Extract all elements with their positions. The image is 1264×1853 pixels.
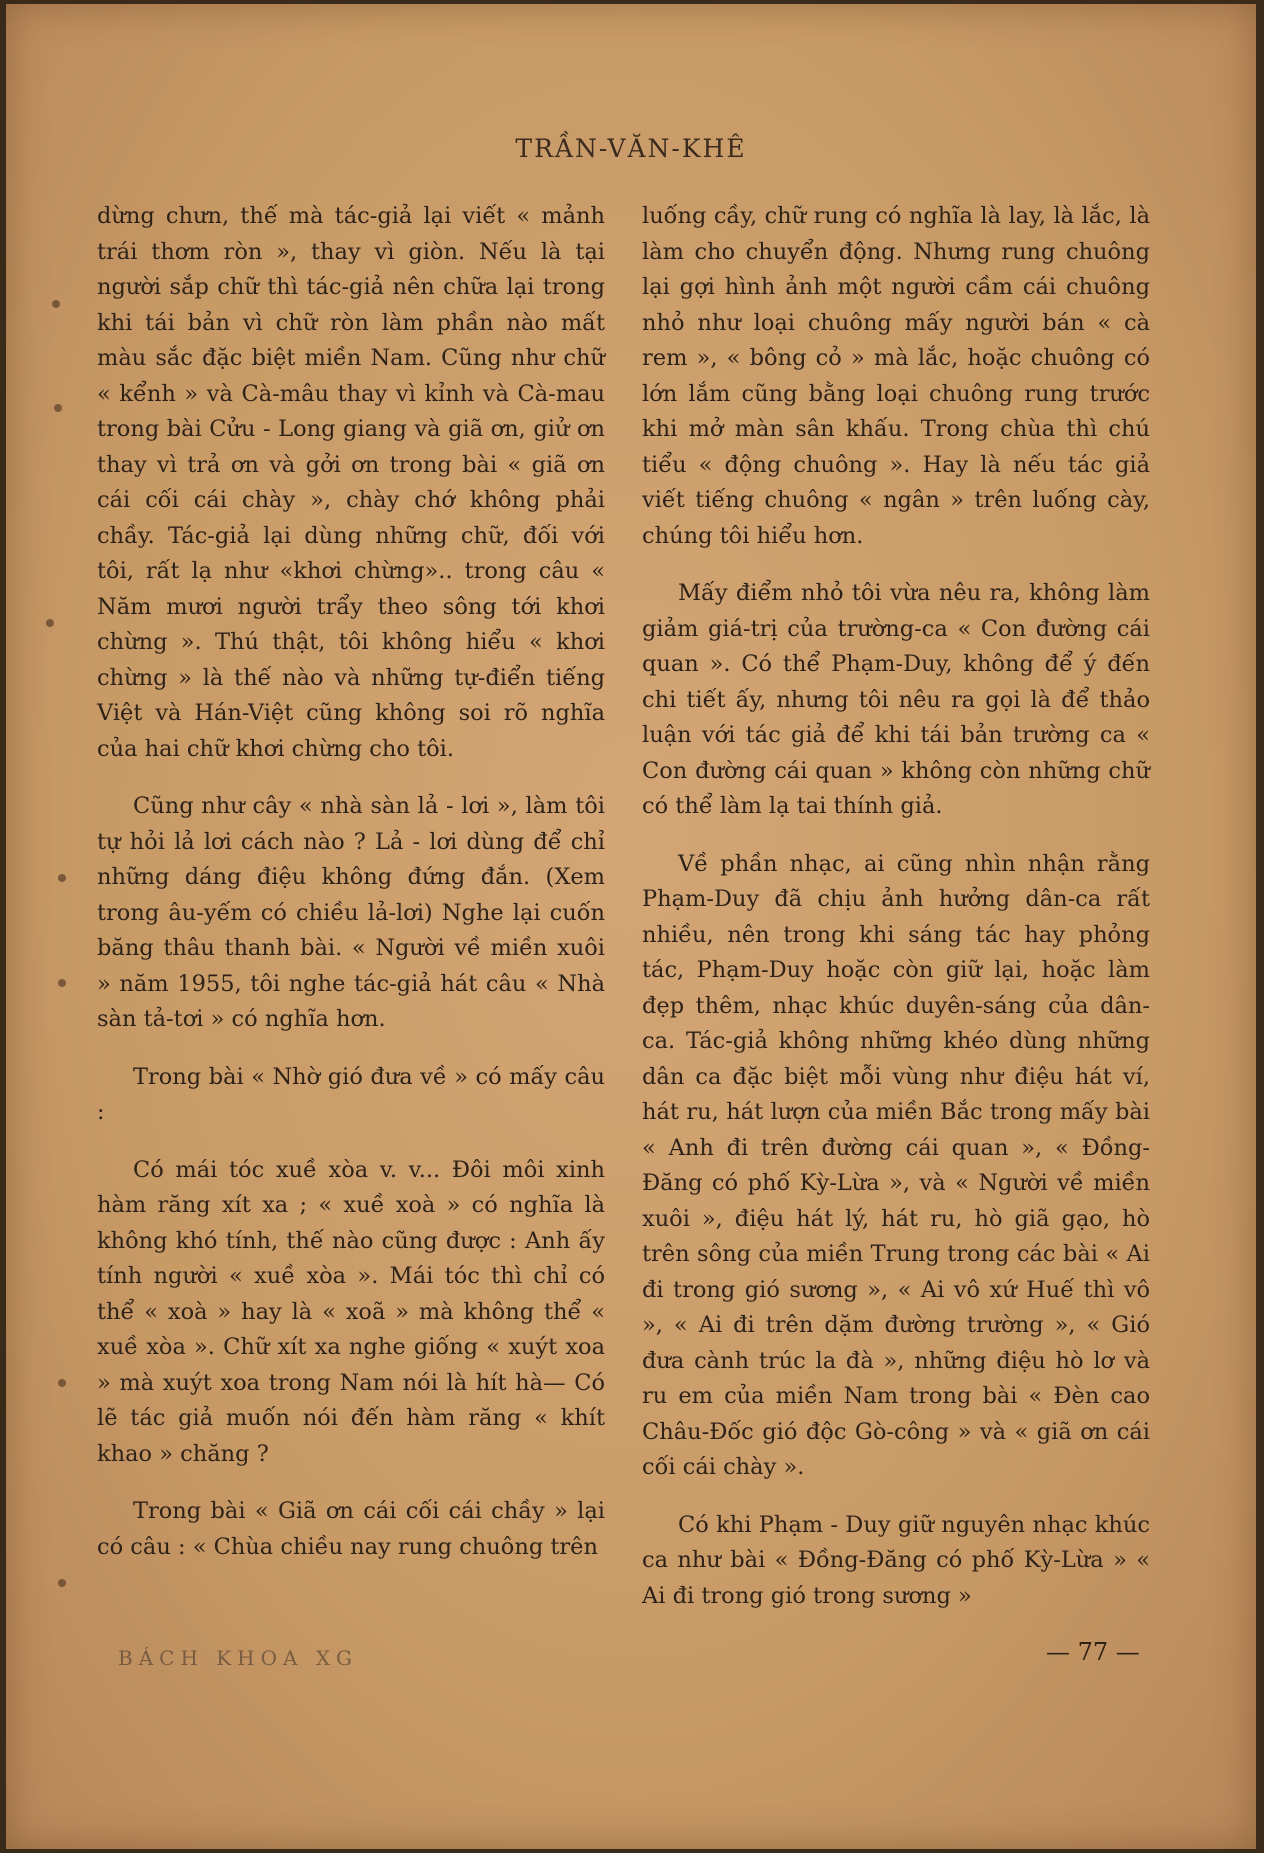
- paragraph: Trong bài « Giã ơn cái cối cái chầy » lại có câu : « Chùa chiều nay rung chuông trên: [97, 1498, 605, 1560]
- paragraph: Có mái tóc xuề xòa v. v... Đôi môi xinh hàm răng xít xa ; « xuề xoà » có nghĩa là không khó tính, thế nào cũng được : Anh ấy tính người « xuề xòa ». Mái tóc thì chỉ có thể « xoà » hay là « xoã » mà không thể « xuề xòa ». Chữ xít xa nghe giống « xuýt xoa » mà xuýt xoa trong Nam nói là hít hà— Có lẽ tác giả muốn nói đến hàm răng « khít khao » chăng ?: [97, 1156, 605, 1467]
- paragraph: Cũng như cây « nhà sàn lả - lơi », làm tôi tự hỏi lả lơi cách nào ? Lả - lơi dùng để chỉ những dáng điệu không đứng đắn. (Xem trong âu-yếm có chiều lả-lơi) Nghe lại cuốn băng thâu thanh bài. « Người về miền xuôi » năm 1955, tôi nghe tác-giả hát câu « Nhà sàn tả-tơi » có nghĩa hơn.: [97, 793, 605, 1032]
- paragraph: Mấy điểm nhỏ tôi vừa nêu ra, không làm giảm giá-trị của trường-ca « Con đường cái quan ». Có thể Phạm-Duy, không để ý đến chi tiết ấy, nhưng tôi nêu ra gọi là để thảo luận với tác giả để khi tái bản trường ca « Con đường cái quan » không còn những chữ có thể làm lạ tai thính giả.: [642, 580, 1150, 819]
- paragraph: luống cầy, chữ rung có nghĩa là lay, là lắc, là làm cho chuyển động. Nhưng rung chuông lại gợi hình ảnh một người cầm cái chuông nhỏ như loại chuông mấy người bán « cà rem », « bông cỏ » mà lắc, hoặc chuông có lớn lắm cũng bằng loại chuông rung trước khi mở màn sân khấu. Trong chùa thì chú tiểu « động chuông ». Hay là nếu tác giả viết tiếng chuông « ngân » trên luống cày, chúng tôi hiểu hơn.: [642, 203, 1150, 549]
- document-page: [6, 4, 1256, 1849]
- binding-hole: [52, 300, 60, 308]
- binding-hole: [58, 1379, 66, 1387]
- binding-hole: [58, 1579, 66, 1587]
- page-number: — 77 —: [1046, 1638, 1140, 1666]
- paragraph: Về phần nhạc, ai cũng nhìn nhận rằng Phạm-Duy đã chịu ảnh hưởng dân-ca rất nhiều, nên trong khi sáng tác hay phỏng tác, Phạm-Duy hoặc còn giữ lại, hoặc làm đẹp thêm, nhạc khúc duyên-sáng của dân-ca. Tác-giả không những khéo dùng những dân ca đặc biệt mỗi vùng như điệu hát ví, hát ru, hát lượn của miền Bắc trong mấy bài « Anh đi trên đường cái quan », « Đồng-Đăng có phố Kỳ-Lừa », và « Người về miền xuôi », điệu hát lý, hát ru, hò giã gạo, hò trên sông của miền Trung trong các bài « Ai đi trong gió sương », « Ai vô xứ Huế thì vô », « Ai đi trên dặm đường trường », « Gió đưa cành trúc la đà », những điệu hò lơ và ru em của miền Nam trong bài « Đèn cao Châu-Đốc gió độc Gò-công » và « giã ơn cái cối cái chày ».: [642, 850, 1150, 1480]
- binding-hole: [58, 979, 66, 987]
- running-header: TRẦN-VĂN-KHÊ: [515, 134, 747, 163]
- footer-publication: BÁCH KHOA XG: [118, 1646, 359, 1670]
- left-column: [97, 199, 605, 1587]
- paragraph: Trong bài « Nhờ gió đưa về » có mấy câu :: [97, 1063, 605, 1125]
- binding-hole: [46, 619, 54, 627]
- right-column: [642, 199, 1150, 1636]
- binding-hole: [54, 404, 62, 412]
- paragraph: Có khi Phạm - Duy giữ nguyên nhạc khúc ca như bài « Đồng-Đăng có phố Kỳ-Lừa » « Ai đi trong gió trong sương »: [642, 1511, 1150, 1609]
- binding-hole: [58, 874, 66, 882]
- paragraph: dừng chưn, thế mà tác-giả lại viết « mảnh trái thơm ròn », thay vì giòn. Nếu là tại người sắp chữ thì tác-giả nên chữa lại trong khi tái bản vì chữ ròn làm phần nào mất màu sắc đặc biệt miền Nam. Cũng như chữ « kểnh » và Cà-mâu thay vì kỉnh và Cà-mau trong bài Cửu - Long giang và giã ơn, giử ơn thay vì trả ơn và gởi ơn trong bài « giã ơn cái cối cái chày », chày chớ không phải chầy. Tác-giả lại dùng những chữ, đối với tôi, rất lạ như «khơi chừng».. trong câu « Năm mươi người trẩy theo sông tới khơi chừng ». Thú thật, tôi không hiểu « khơi chừng » là thế nào và những tự-điển tiếng Việt và Hán-Việt cũng không soi rõ nghĩa của hai chữ khơi chừng cho tôi.: [97, 203, 605, 762]
